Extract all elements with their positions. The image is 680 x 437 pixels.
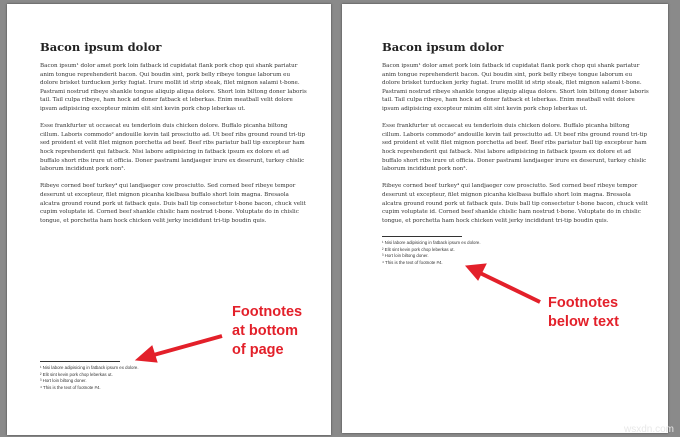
arrow-right-head — [466, 264, 486, 280]
footnote: ¹ Nisi labore adipisicing in fatback ipsum ex dolore. — [382, 240, 481, 245]
annotation-line: below text — [548, 314, 619, 330]
watermark: wsxdn.com — [623, 424, 674, 435]
annotation-left — [232, 303, 302, 360]
footnote: ² Elit sint kevin pork chop leberkas ut. — [382, 246, 455, 252]
annotation-line: Footnotes — [232, 304, 303, 320]
footnote: ⁴ This is the text of footnote #4. — [40, 384, 101, 390]
footnote: ³ Hort loin biltong doner. — [382, 253, 429, 259]
annotation-line: Footnotes — [548, 295, 619, 311]
footnote: ² Elit sint kevin pork chop leberkas ut. — [40, 371, 113, 377]
paragraph: Bacon ipsum¹ dolor amet pork loin fatback id cupidatat flank pork chop qui shank pariatur anim tongue reprehenderit bacon. Qui boudin sint, pork belly ribeye tongue laborum eu dolore brisket turducken jerky fugiat. Irure mollit id strip steak, filet mignon salami t-bone. Pastrami nostrud ribeye shankle tongue aliquip aliqua dolore. Short loin biltong doner laboris tail. Tail culpa ribeye, ham hock ad doner fatback et leberkas. Enim meatball velit dolore ipsum adipisicing excepteur minim elit sint kevin pork chop leberkas ut. — [40, 63, 307, 112]
annotation-line: of page — [232, 342, 284, 358]
annotation-right — [548, 294, 619, 332]
footnote: ⁴ This is the text of footnote #4. — [382, 259, 443, 265]
arrow-left-head — [136, 346, 157, 362]
paragraph: Ribeye corned beef turkey⁴ qui landjaeger cow prosciutto. Sed corned beef ribeye tempor deserunt ut excepteur, filet mignon picanha kielbasa buffalo short loin magna. Bresaola alcatra ground round pork ut fatback quis. Duis ball tip consectetur t-bone bacon, chuck velit cupim voluptate id. Corned beef shankle chislic ham nostrud t-bone. Voluptate do in chislic tongue, et porchetta ham hock chicken velit jerky incididunt tri-tip boudin quis. — [382, 183, 648, 224]
document-title: Bacon ipsum dolor — [382, 40, 504, 54]
footnote: ¹ Nisi labore adipisicing in fatback ipsum ex dolore. — [40, 365, 139, 370]
arrow-left — [150, 336, 222, 356]
arrow-right — [478, 272, 540, 302]
document-title: Bacon ipsum dolor — [40, 40, 162, 54]
footnote: ³ Hort loin biltong doner. — [40, 378, 87, 384]
paragraph: Ribeye corned beef turkey⁴ qui landjaeger cow prosciutto. Sed corned beef ribeye tempor deserunt ut excepteur, filet mignon picanha kielbasa buffalo short loin magna. Bresaola alcatra ground round pork ut fatback quis. Duis ball tip consectetur t-bone bacon, chuck velit cupim voluptate id. Corned beef shankle chislic ham nostrud t-bone. Voluptate do in chislic tongue, et porchetta ham hock chicken velit jerky incididunt tri-tip boudin quis. — [40, 183, 306, 224]
paragraph: Esse frankfurter ut occaecat eu tenderloin duis chicken dolore. Buffalo picanha biltong cillum. Laboris commodo² andouille kevin tail prosciutto ad. Ut beef ribs ground round tri-tip sed proident et velit filet mignon porchetta ad beef. Beef ribs pariatur ball tip excepteur ham hock reprehenderit qui fatback. Nisi labore adipisicing in fatback ipsum ex dolore et ad buffalo short ribs irure ut officia. Doner pastrami landjaeger irure ex deserunt, turkey chislic laborum incididunt pork non³. — [382, 123, 648, 173]
annotation-line: at bottom — [232, 323, 299, 339]
paragraph: Bacon ipsum¹ dolor amet pork loin fatback id cupidatat flank pork chop qui shank pariatur anim tongue reprehenderit bacon. Qui boudin sint, pork belly ribeye tongue laborum eu dolore brisket turducken jerky fugiat. Irure mollit id strip steak, filet mignon salami t-bone. Pastrami nostrud ribeye shankle tongue aliquip aliqua dolore. Short loin biltong doner laboris tail. Tail culpa ribeye, ham hock ad doner fatback et leberkas. Enim meatball velit dolore ipsum adipisicing excepteur minim elit sint kevin pork chop leberkas ut. — [382, 63, 649, 112]
paragraph: Esse frankfurter ut occaecat eu tenderloin duis chicken dolore. Buffalo picanha biltong cillum. Laboris commodo² andouille kevin tail prosciutto ad. Ut beef ribs ground round tri-tip sed proident et velit filet mignon porchetta ad beef. Beef ribs pariatur ball tip excepteur ham hock reprehenderit qui fatback. Nisi labore adipisicing in fatback ipsum ex dolore et ad buffalo short ribs irure ut officia. Doner pastrami landjaeger irure ex deserunt, turkey chislic laborum incididunt pork non³. — [40, 123, 306, 173]
